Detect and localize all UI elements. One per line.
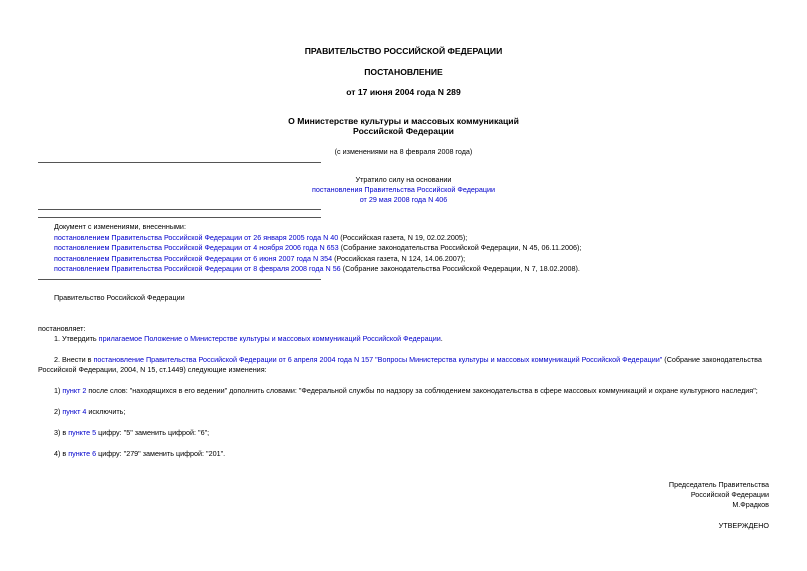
approved-label: УТВЕРЖДЕНО bbox=[718, 521, 769, 530]
paragraph-2: 2. Внести в постановление Правительства Российской Федерации от 6 апреля 2004 года N 157 "Вопросы Министерства культуры и массовых коммуникаций Российской Федерации" (Собрание законодательства bbox=[54, 355, 762, 364]
amendment-item bbox=[54, 233, 467, 242]
subitem-2: 2) пункт 4 исключить; bbox=[54, 407, 126, 416]
signatory-name: М.Фрадков bbox=[732, 500, 769, 509]
clause-2-link[interactable]: пункт 2 bbox=[62, 386, 87, 395]
divider bbox=[38, 217, 321, 218]
doc-title-line2: Российской Федерации bbox=[353, 126, 454, 136]
subitem-1: 1) пункт 2 после слов: "находящихся в его ведении" дополнить словами: "Федеральной службы по надзору за соблюдением законодательства в сфере массовых коммуникаций и охране культурного наследия"; bbox=[54, 386, 758, 395]
divider bbox=[38, 279, 321, 280]
org-heading: ПРАВИТЕЛЬСТВО РОССИЙСКОЙ ФЕДЕРАЦИИ bbox=[304, 46, 503, 56]
subitem-3: 3) в пункте 5 цифру: "5" заменить цифрой: "6"; bbox=[54, 428, 210, 437]
void-notice-date-link[interactable]: от 29 мая 2008 года N 406 bbox=[359, 195, 448, 204]
clause-5-link[interactable]: пункте 5 bbox=[68, 428, 97, 437]
amendment-note: (с изменениями на 8 февраля 2008 года) bbox=[334, 147, 473, 156]
clause-4-link[interactable]: пункт 4 bbox=[62, 407, 87, 416]
paragraph-1: 1. Утвердить прилагаемое Положение о Министерстве культуры и массовых коммуникаций Российской Федерации. bbox=[54, 334, 443, 343]
amendment-source: (Собрание законодательства Российской Федерации, N 7, 18.02.2008). bbox=[340, 264, 580, 273]
amendment-source: (Российская газета, N 124, 14.06.2007); bbox=[332, 254, 466, 263]
government-subject: Правительство Российской Федерации bbox=[54, 293, 185, 302]
amendment-link[interactable]: постановлением Правительства Российской Федерации от 26 января 2005 года N 40 bbox=[54, 233, 339, 242]
amendment-item bbox=[54, 243, 581, 252]
amendment-source: (Собрание законодательства Российской Федерации, N 45, 06.11.2006); bbox=[338, 243, 582, 252]
signatory-country: Российской Федерации bbox=[690, 490, 769, 499]
amendment-item bbox=[54, 264, 580, 273]
regulation-link[interactable]: прилагаемое Положение о Министерстве культуры и массовых коммуникаций Российской Федерации bbox=[98, 334, 441, 343]
amendment-link[interactable]: постановлением Правительства Российской Федерации от 6 июня 2007 года N 354 bbox=[54, 254, 333, 263]
void-notice-link[interactable]: постановления Правительства Российской Федерации bbox=[311, 185, 496, 194]
amendment-link[interactable]: постановлением Правительства Российской Федерации от 8 февраля 2008 года N 56 bbox=[54, 264, 341, 273]
subitem-4: 4) в пункте 6 цифру: "279" заменить цифрой: "201". bbox=[54, 449, 226, 458]
doc-date: от 17 июня 2004 года N 289 bbox=[346, 87, 461, 97]
amendment-item bbox=[54, 254, 465, 263]
amendment-link[interactable]: постановлением Правительства Российской Федерации от 4 ноября 2006 года N 653 bbox=[54, 243, 339, 252]
divider bbox=[38, 162, 321, 163]
paragraph-2-continued: Российской Федерации, 2004, N 15, ст.1449) следующие изменения: bbox=[38, 365, 267, 374]
amendment-source: (Российская газета, N 19, 02.02.2005); bbox=[338, 233, 468, 242]
decree-157-link[interactable]: постановление Правительства Российской Федерации от 6 апреля 2004 года N 157 "Вопросы Министерства культуры и массовых коммуникаций Российской Федерации" bbox=[93, 355, 663, 364]
signatory-title: Председатель Правительства bbox=[668, 480, 769, 489]
decrees-word: постановляет: bbox=[38, 324, 86, 333]
doc-type-heading: ПОСТАНОВЛЕНИЕ bbox=[364, 67, 443, 77]
void-notice-line1: Утратило силу на основании bbox=[355, 175, 452, 184]
doc-title-line1: О Министерстве культуры и массовых коммуникаций bbox=[288, 116, 519, 126]
divider bbox=[38, 209, 321, 210]
clause-6-link[interactable]: пункте 6 bbox=[68, 449, 97, 458]
amendments-intro: Документ с изменениями, внесенными: bbox=[54, 222, 186, 231]
